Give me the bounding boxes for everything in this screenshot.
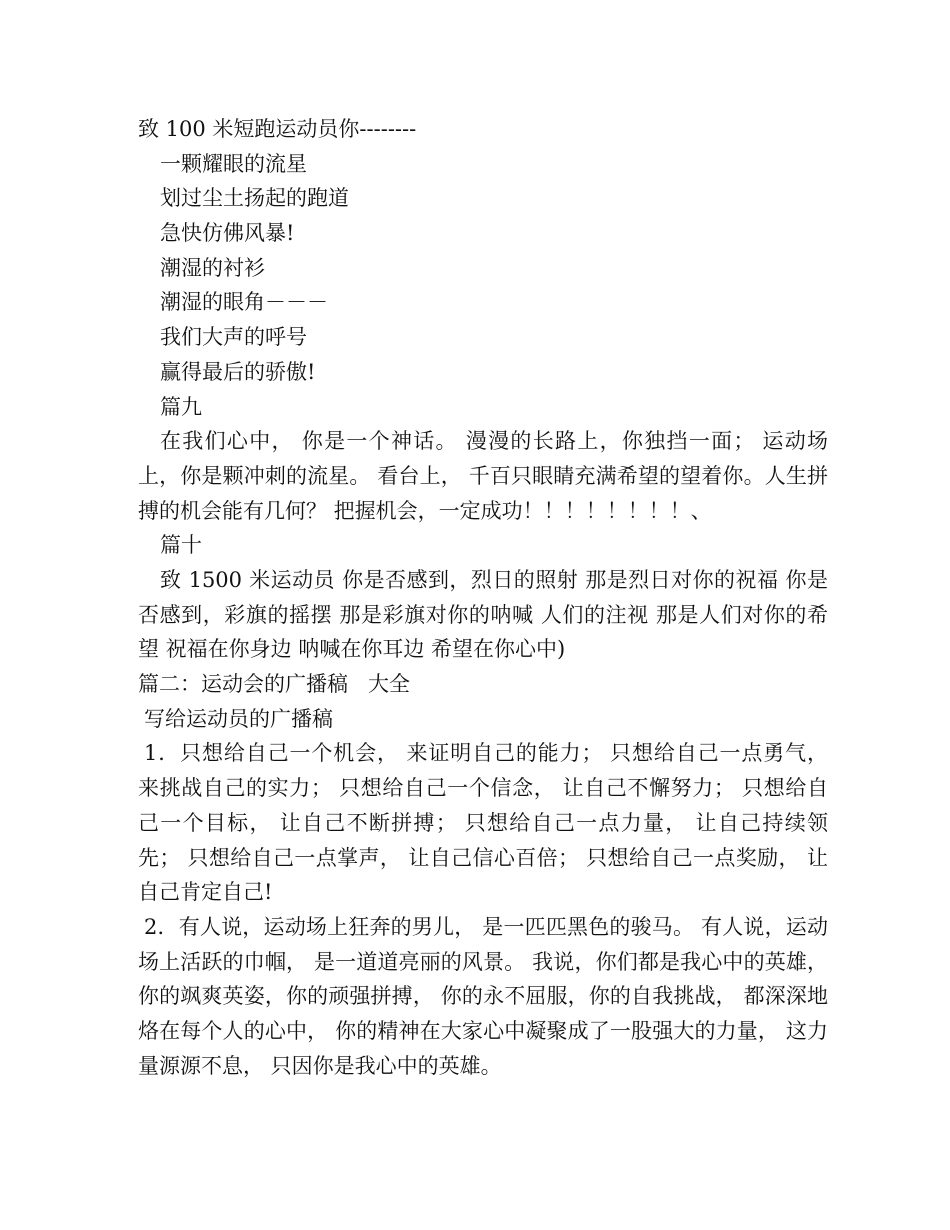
broadcast-item-2: 2．有人说，运动场上狂奔的男儿， 是一匹匹黑色的骏马。 有人说，运动场上活跃的巾帼， 是一道道亮丽的风景。 我说，你们都是我心中的英雄， 你的飒爽英姿，你的顽强拼搏， 你的永不屈服，你的自我挑战， 都深深地烙在每个人的心中， 你的精神在大家心中凝聚成了一股强大的力量， 这力量源源不息， 只因你是我心中的英雄。 — [138, 914, 828, 1078]
broadcast-item-1: 1．只想给自己一个机会， 来证明自己的能力； 只想给自己一点勇气， 来挑战自己的实力； 只想给自己一个信念， 让自己不懈努力； 只想给自己一个目标， 让自己不断拼搏； 只想给自己一点力量， 让自己持续领先； 只想给自己一点掌声， 让自己信心百倍； 只想给自己一点奖励， 让自己肯定自己! — [138, 741, 828, 905]
poem-line: 划过尘土扬起的跑道 — [160, 186, 349, 211]
poem-line: 赢得最后的骄傲! — [160, 359, 316, 384]
poem-line: 我们大声的呼号 — [160, 325, 307, 350]
section-2-title: 篇二：运动会的广播稿 大全 — [138, 672, 411, 697]
section-2-subtitle: 写给运动员的广播稿 — [144, 706, 333, 731]
paragraph-9: 在我们心中， 你是一个神话。 漫漫的长路上，你独挡一面； 运动场上，你是颗冲刺的流星。 看台上， 千百只眼睛充满希望的望着你。人生拼搏的机会能有几何？ 把握机会，一定成功！！！！！！！！、 — [138, 429, 828, 523]
poem-line: 潮湿的衬衫 — [160, 255, 265, 280]
poem-title: 致 100 米短跑运动员你-------- — [138, 117, 417, 141]
document-body — [138, 112, 828, 1084]
poem-line: 急快仿佛风暴! — [160, 221, 295, 246]
section-heading-10: 篇十 — [160, 533, 202, 558]
poem-line: 一颗耀眼的流星 — [160, 151, 307, 176]
poem-line: 潮湿的眼角－－－ — [160, 290, 328, 315]
paragraph-10: 致 1500 米运动员 你是否感到，烈日的照射 那是烈日对你的祝福 你是否感到，彩旗的摇摆 那是彩旗对你的呐喊 人们的注视 那是人们对你的希望 祝福在你身边 呐喊在你耳边 希望在你心中) — [138, 567, 828, 662]
section-heading-9: 篇九 — [160, 394, 202, 419]
